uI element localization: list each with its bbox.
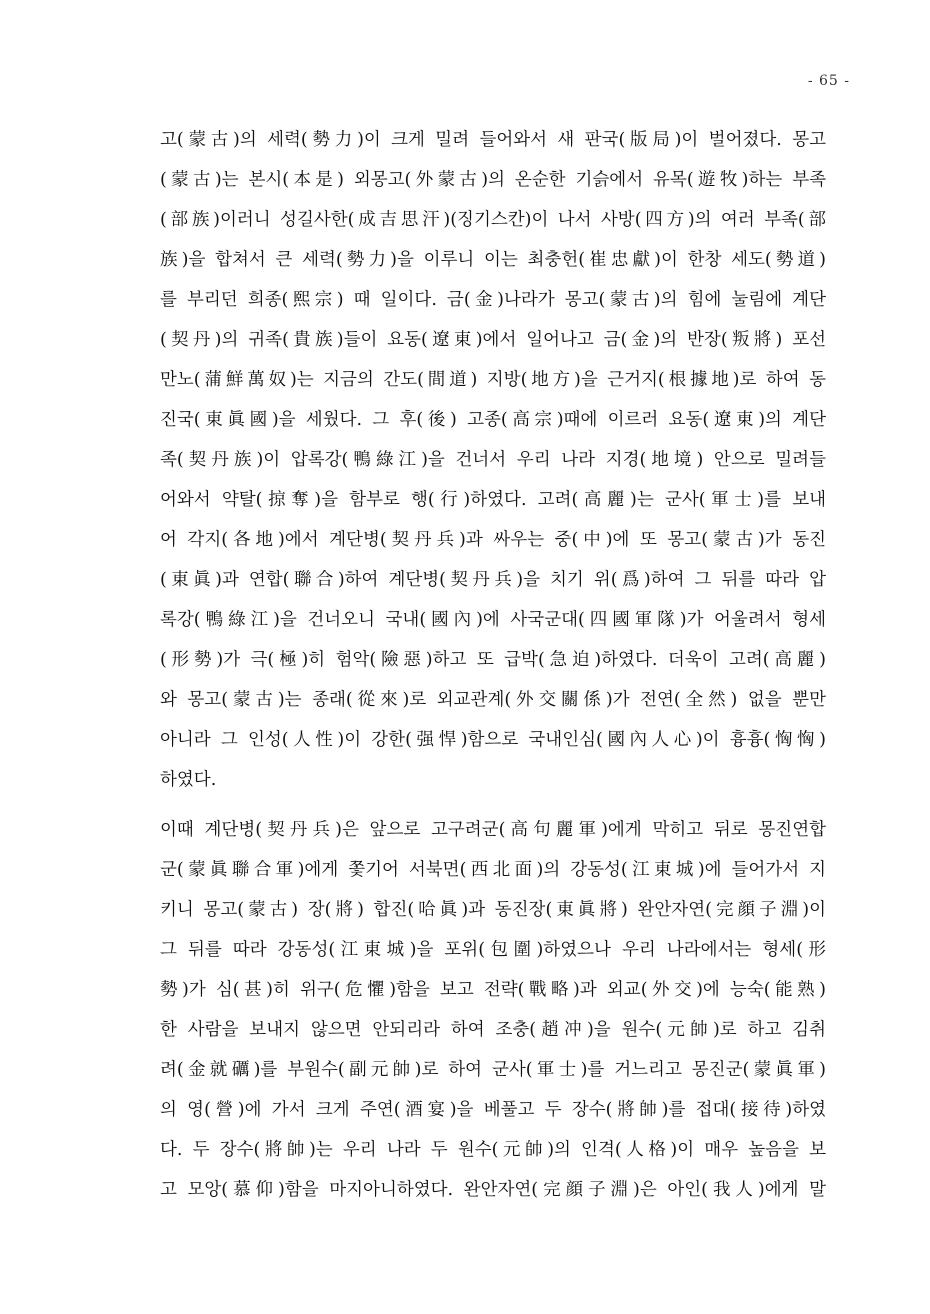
text-line: 族)을 합쳐서 큰 세력(勢力)을 이루니 이는 최충헌(崔忠獻)이 한창 세도(勢道) <box>160 250 826 270</box>
text-line: 그 뒤를 따라 강동성(江東城)을 포위(包圍)하였으나 우리 나라에서는 형세(形 <box>160 940 826 960</box>
text-line: 록강(鴨綠江)을 건너오니 국내(國內)에 사국군대(四國軍隊)가 어울려서 형세 <box>160 610 826 630</box>
paragraph <box>160 810 826 1210</box>
paragraph <box>160 120 826 800</box>
text-line: 려(金就礪)를 부원수(副元帥)로 하여 군사(軍士)를 거느리고 몽진군(蒙眞軍) <box>160 1060 826 1080</box>
text-line: 勢)가 심(甚)히 위구(危懼)함을 보고 전략(戰略)과 외교(外交)에 능숙(能熟) <box>160 980 826 1000</box>
text-line: 고(蒙古)의 세력(勢力)이 크게 밀려 들어와서 새 판국(版局)이 벌어졌다. 몽고 <box>160 130 826 150</box>
text-line: 다. 두 장수(將帥)는 우리 나라 두 원수(元帥)의 인격(人格)이 매우 높음을 보 <box>160 1140 826 1160</box>
text-line: 진국(東眞國)을 세웠다. 그 후(後) 고종(高宗)때에 이르러 요동(遼東)의 계단 <box>160 410 826 430</box>
page-number: - 65 - <box>807 73 850 89</box>
text-line: 한 사람을 보내지 않으면 안되리라 하여 조충(趙冲)을 원수(元帥)로 하고 김취 <box>160 1020 826 1040</box>
text-line: (東眞)과 연합(聯合)하여 계단병(契丹兵)을 치기 위(爲)하여 그 뒤를 따라 압 <box>160 570 826 590</box>
text-line: (形勢)가 극(極)히 험악(險惡)하고 또 급박(急迫)하였다. 더욱이 고려(高麗) <box>160 650 826 670</box>
text-line: 어와서 약탈(掠奪)을 함부로 행(行)하였다. 고려(高麗)는 군사(軍士)를 보내 <box>160 490 826 510</box>
body-text <box>160 120 826 1210</box>
text-line: 와 몽고(蒙古)는 종래(從來)로 외교관계(外交關係)가 전연(全然) 없을 뿐만 <box>160 690 826 710</box>
text-line: (契丹)의 귀족(貴族)들이 요동(遼東)에서 일어나고 금(金)의 반장(叛將) 포선 <box>160 330 826 350</box>
text-line: 만노(蒲鮮萬奴)는 지금의 간도(間道) 지방(地方)을 근거지(根據地)로 하여 동 <box>160 370 826 390</box>
text-line: 어 각지(各地)에서 계단병(契丹兵)과 싸우는 중(中)에 또 몽고(蒙古)가 동진 <box>160 530 826 550</box>
text-line: 의 영(營)에 가서 크게 주연(酒宴)을 베풀고 두 장수(將帥)를 접대(接待)하였 <box>160 1100 826 1120</box>
text-line: 군(蒙眞聯合軍)에게 쫓기어 서북면(西北面)의 강동성(江東城)에 들어가서 지 <box>160 860 826 880</box>
text-line: (部族)이러니 성길사한(成吉思汗)(징기스칸)이 나서 사방(四方)의 여러 부족(部 <box>160 210 826 230</box>
text-line: 이때 계단병(契丹兵)은 앞으로 고구려군(高句麗軍)에게 막히고 뒤로 몽진연합 <box>160 820 826 840</box>
text-line: (蒙古)는 본시(本是) 외몽고(外蒙古)의 온순한 기슭에서 유목(遊牧)하는 부족 <box>160 170 826 190</box>
text-line: 고 모앙(慕仰)함을 마지아니하였다. 완안자연(完顔子淵)은 아인(我人)에게 말 <box>160 1180 826 1200</box>
text-line: 하였다. <box>160 770 217 790</box>
text-line: 키니 몽고(蒙古) 장(將) 합진(哈眞)과 동진장(東眞將) 완안자연(完顔子淵)이 <box>160 900 826 920</box>
text-line: 아니라 그 인성(人性)이 강한(强悍)함으로 국내인심(國內人心)이 흉흉(恟恟) <box>160 730 826 750</box>
text-line: 족(契丹族)이 압록강(鴨綠江)을 건너서 우리 나라 지경(地境) 안으로 밀려들 <box>160 450 826 470</box>
text-line: 를 부리던 희종(熙宗) 때 일이다. 금(金)나라가 몽고(蒙古)의 힘에 눌림에 계단 <box>160 290 826 310</box>
